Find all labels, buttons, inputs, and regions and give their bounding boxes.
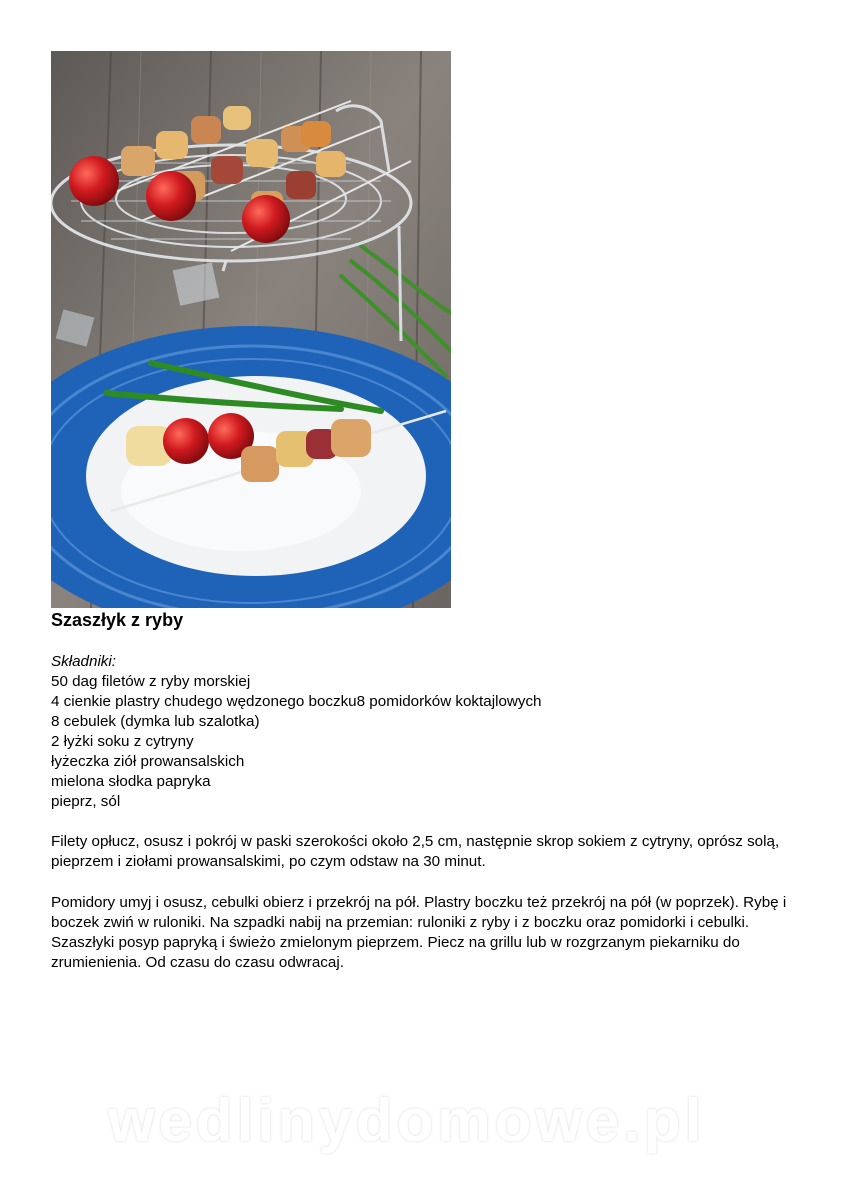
ingredient-item: pieprz, sól (51, 793, 121, 810)
ingredient-item: 4 cienkie plastry chudego wędzonego boczku8 pomidorków koktajlowych (51, 693, 542, 710)
ingredient-item: 2 łyżki soku z cytryny (51, 733, 194, 750)
instructions-paragraph-1: Filety opłucz, osusz i pokrój w paski szerokości około 2,5 cm, następnie skrop sokiem z cytryny, oprósz solą, pieprzem i ziołami prowansalskimi, po czym odstaw na 30 minut. (51, 833, 780, 870)
ingredient-item: 8 cebulek (dymka lub szalotka) (51, 713, 260, 730)
ingredient-item: 50 dag filetów z ryby morskiej (51, 673, 251, 690)
ingredients-label: Składniki: (51, 653, 116, 670)
recipe-content (51, 652, 811, 973)
ingredient-item: łyżeczka ziół prowansalskich (51, 753, 245, 770)
instructions-paragraph-2: Pomidory umyj i osusz, cebulki obierz i przekrój na pół. Plastry boczku też przekrój na pół (w poprzek). Rybę i boczek zwiń w ruloniki. Na szpadki nabij na przemian: ruloniki z ryby i z boczku oraz pomidorki i cebulki. Szaszłyki posyp papryką i świeżo zmielonym pieprzem. Piecz na grillu lub w rozgrzanym piekarniku do zrumienienia. Od czasu do czasu odwracaj. (51, 894, 787, 971)
fish-skewers-illustration (51, 51, 451, 608)
ingredient-item: mielona słodka papryka (51, 773, 211, 790)
site-watermark: wedlinydomowe.pl (108, 1087, 706, 1154)
recipe-title: Szaszłyk z ryby (51, 610, 184, 630)
ingredients-list (51, 672, 811, 812)
recipe-photo (51, 51, 451, 608)
